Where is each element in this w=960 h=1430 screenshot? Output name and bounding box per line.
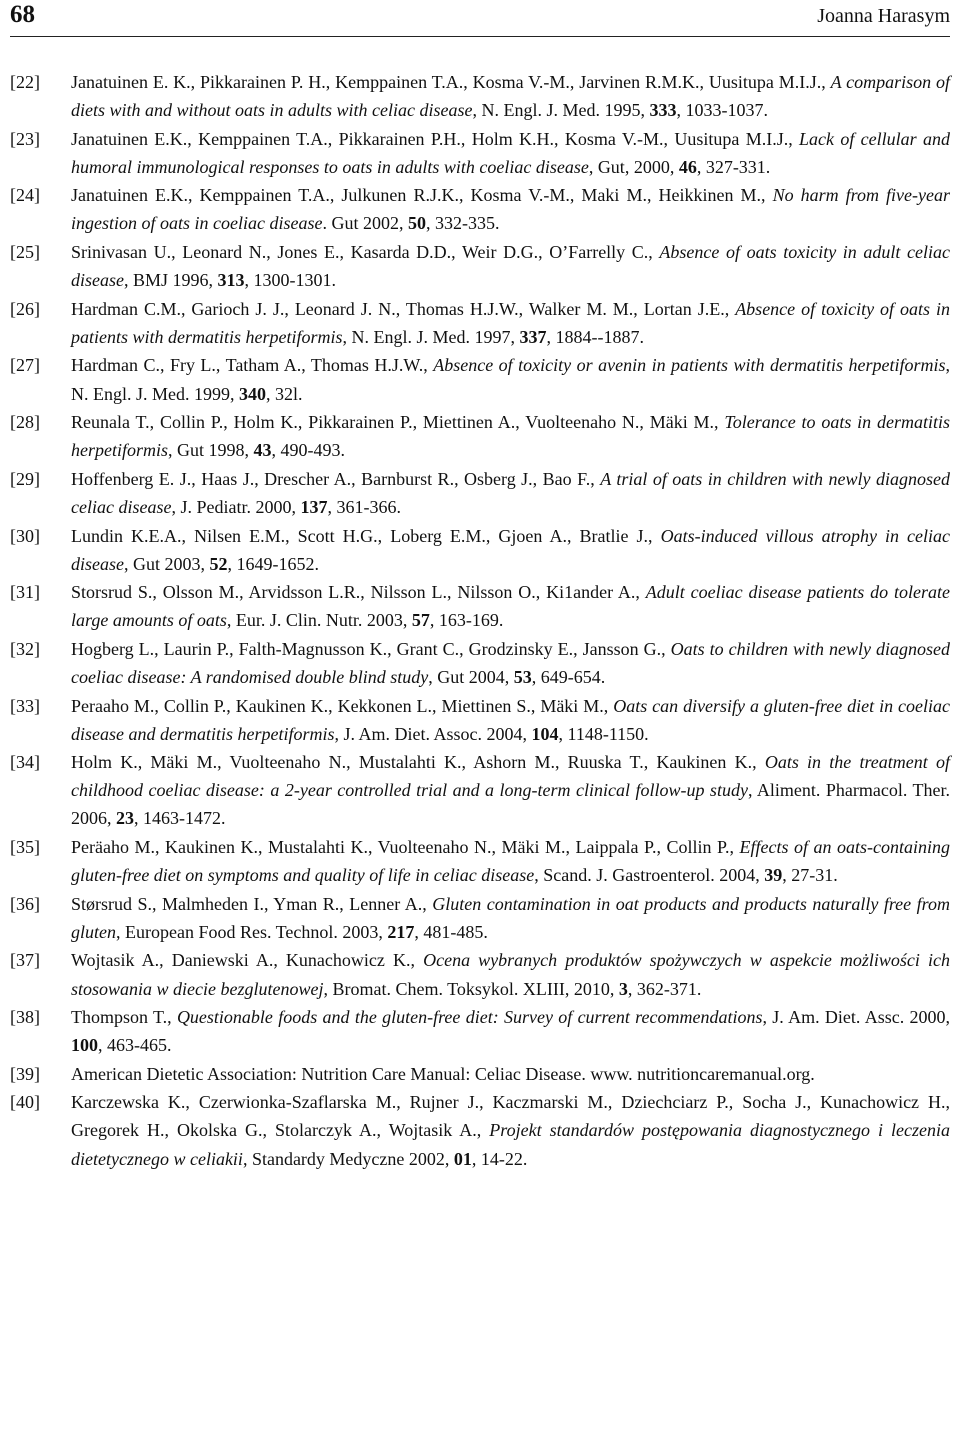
reference-volume: 57 <box>411 610 430 631</box>
reference-number: [22] <box>10 72 40 92</box>
reference-authors: Janatuinen E.K., Kemppainen T.A., Julkunen R.J.K., Kosma V.-M., Maki M., Heikkinen M., <box>71 185 773 206</box>
reference-source: , Gut 2004, <box>428 666 514 687</box>
page-number: 68 <box>10 1 35 28</box>
reference-authors: Reunala T., Collin P., Holm K., Pikkarainen P., Miettinen A., Vuolteenaho N., Mäki M., <box>71 412 725 433</box>
reference-authors: Hardman C., Fry L., Tatham A., Thomas H.J.W., <box>71 355 434 376</box>
reference-number: [26] <box>10 298 40 319</box>
reference-volume: 52 <box>209 553 228 574</box>
reference-volume: 53 <box>513 666 532 687</box>
reference-number: [35] <box>10 837 40 858</box>
reference-title: Absence of oats toxicity in adult celiac disease <box>71 242 950 291</box>
reference-item <box>10 946 950 1002</box>
reference-number: [28] <box>10 412 40 433</box>
reference-pages: , 362-371. <box>627 978 702 999</box>
reference-pages: , 163-169. <box>429 610 504 631</box>
reference-pages: , 481-485. <box>414 921 488 942</box>
reference-volume: 43 <box>253 440 272 461</box>
reference-volume: 340 <box>239 383 266 404</box>
reference-item <box>10 890 950 946</box>
reference-pages: , 32l. <box>266 383 303 404</box>
reference-authors: Hoffenberg E. J., Haas J., Drescher A., Barnburst R., Osberg J., Bao F., <box>71 468 601 489</box>
reference-volume: 137 <box>300 496 328 517</box>
reference-item <box>10 578 950 634</box>
reference-source: , J. Am. Diet. Assoc. 2004, <box>334 723 532 744</box>
reference-number: [31] <box>10 582 40 603</box>
header-rule <box>10 36 950 37</box>
running-head-author: Joanna Harasym <box>817 5 950 27</box>
reference-source: , Eur. J. Clin. Nutr. 2003, <box>226 610 412 631</box>
reference-number: [33] <box>10 695 40 716</box>
reference-title: Projekt standardów postępowania diagnostycznego i leczenia dietetycznego w celiakii <box>71 1120 950 1169</box>
reference-volume: 337 <box>519 326 547 347</box>
reference-item <box>10 68 950 124</box>
reference-number: [32] <box>10 638 40 659</box>
reference-source: , Gut 1998, <box>168 440 254 461</box>
reference-source: , N. Engl. J. Med. 1997, <box>342 326 520 347</box>
reference-source: , J. Pediatr. 2000, <box>171 496 301 517</box>
reference-item <box>10 833 950 889</box>
reference-number: [37] <box>10 950 40 971</box>
reference-pages: , 1463-1472. <box>134 808 226 829</box>
reference-item <box>10 238 950 294</box>
reference-authors: Holm K., Mäki M., Vuolteenaho N., Mustalahti K., Ashorn M., Ruuska T., Kaukinen K., <box>71 752 765 773</box>
reference-item <box>10 522 950 578</box>
reference-title: A comparison of diets with and without oats in adults with celiac disease <box>71 72 951 121</box>
reference-volume: 313 <box>217 270 245 291</box>
reference-pages: , 1148-1150. <box>558 723 649 744</box>
reference-number: [27] <box>10 355 40 376</box>
page-header <box>10 0 950 34</box>
reference-number: [40] <box>10 1092 40 1113</box>
reference-item <box>10 125 950 181</box>
reference-source: , Gut, 2000, <box>588 156 679 177</box>
reference-number: [34] <box>10 752 40 773</box>
reference-item <box>10 692 950 748</box>
reference-number: [25] <box>10 242 40 263</box>
reference-item <box>10 635 950 691</box>
reference-volume: 01 <box>453 1148 472 1169</box>
reference-pages: , 490-493. <box>271 440 345 461</box>
reference-title: Oats to children with newly diagnosed coeliac disease: A randomised double blind study <box>71 638 951 687</box>
reference-pages: , 1033-1037. <box>676 100 768 121</box>
reference-authors: Thompson T., <box>71 1007 177 1028</box>
reference-authors: Peraaho M., Collin P., Kaukinen K., Kekkonen L., Miettinen S., Mäki M., <box>71 695 614 716</box>
reference-authors: American Dietetic Association: Nutrition Care Manual: Celiac Disease. www. nutritioncaremanual.org. <box>71 1063 815 1084</box>
reference-source: , N. Engl. J. Med. 1995, <box>472 100 650 121</box>
reference-authors: Hogberg L., Laurin P., Falth-Magnusson K., Grant C., Grodzinsky E., Jansson G., <box>71 638 671 659</box>
reference-authors: Storsrud S., Olsson M., Arvidsson L.R., Nilsson L., Nilsson O., Ki1ander A., <box>71 582 646 603</box>
reference-number: [29] <box>10 468 40 489</box>
reference-title: Tolerance to oats in dermatitis herpetiformis <box>71 412 950 461</box>
reference-title: Gluten contamination in oat products and products naturally free from gluten <box>71 893 950 942</box>
reference-item <box>10 1088 950 1172</box>
reference-item <box>10 1060 950 1088</box>
reference-number: [36] <box>10 893 40 914</box>
reference-pages: , 1300-1301. <box>244 270 337 291</box>
reference-volume: 39 <box>764 865 783 886</box>
reference-list <box>10 68 950 1173</box>
reference-pages: , 27-31. <box>782 865 838 886</box>
reference-number: [24] <box>10 185 40 206</box>
reference-pages: , 14-22. <box>471 1148 528 1169</box>
reference-item <box>10 1003 950 1059</box>
reference-title: Questionable foods and the gluten-free diet: Survey of current recommendations <box>176 1007 763 1028</box>
reference-source: , Gut 2003, <box>124 553 210 574</box>
reference-pages: , 332-335. <box>425 213 500 234</box>
reference-item <box>10 748 950 832</box>
reference-source: , Bromat. Chem. Toksykol. XLIII, 2010, <box>323 978 619 999</box>
reference-source: , N. Engl. J. Med. 1999, <box>71 355 950 404</box>
reference-source: , BMJ 1996, <box>124 270 218 291</box>
reference-authors: Janatuinen E.K., Kemppainen T.A., Pikkarainen P.H., Holm K.H., Kosma V.-M., Uusitupa M.I.J., <box>71 128 800 149</box>
reference-title: Effects of an oats-containing gluten-free diet on symptoms and quality of life in celiac disease <box>71 837 950 886</box>
reference-authors: Janatuinen E. K., Pikkarainen P. H., Kemppainen T.A., Kosma V.-M., Jarvinen R.M.K., Uusitupa M.I.J., <box>71 72 831 92</box>
reference-title: Adult coeliac disease patients do tolerate large amounts of oats <box>71 582 950 631</box>
reference-item <box>10 408 950 464</box>
reference-pages: , 1884--1887. <box>546 326 645 347</box>
reference-authors: Peräaho M., Kaukinen K., Mustalahti K., Vuolteenaho N., Mäki M., Laippala P., Collin P., <box>71 837 740 858</box>
reference-title: No harm from five-year ingestion of oats in coeliac disease <box>71 185 950 234</box>
reference-title: Absence of toxicity of oats in patients with dermatitis herpetiformis <box>71 298 950 347</box>
reference-title: Oats in the treatment of childhood coeliac disease: a 2-year controlled trial and a long-term clinical follow-up study <box>71 752 950 801</box>
reference-item <box>10 351 950 407</box>
reference-item <box>10 465 950 521</box>
reference-pages: , 361-366. <box>327 496 401 517</box>
reference-source: . Gut 2002, <box>322 213 408 234</box>
reference-volume: 333 <box>649 100 677 121</box>
reference-pages: , 649-654. <box>531 666 606 687</box>
reference-volume: 100 <box>71 1035 98 1056</box>
reference-source: , Standardy Medyczne 2002, <box>242 1148 454 1169</box>
reference-title: Ocena wybranych produktów spożywczych w aspekcie możliwości ich stosowania w diecie bezglutenowej <box>71 950 951 999</box>
reference-volume: 23 <box>116 808 134 829</box>
reference-source: , Aliment. Pharmacol. Ther. 2006, <box>71 780 950 829</box>
reference-source: , Scand. J. Gastroenterol. 2004, <box>534 865 765 886</box>
reference-pages: , 327-331. <box>696 156 771 177</box>
reference-number: [23] <box>10 128 40 149</box>
reference-authors: Hardman C.M., Garioch J. J., Leonard J. N., Thomas H.J.W., Walker M. M., Lortan J.E., <box>71 298 736 319</box>
reference-title: Absence of toxicity or avenin in patients with dermatitis herpetiformis <box>433 355 946 376</box>
reference-title: Oats-induced villous atrophy in celiac disease <box>71 525 950 574</box>
reference-title: Oats can diversify a gluten-free diet in coeliac disease and dermatitis herpetiformis <box>71 695 950 744</box>
reference-title: Lack of cellular and humoral immunological responses to oats in adults with coeliac disease <box>71 128 950 177</box>
reference-source: , European Food Res. Technol. 2003, <box>116 921 388 942</box>
reference-volume: 46 <box>678 156 697 177</box>
reference-authors: Srinivasan U., Leonard N., Jones E., Kasarda D.D., Weir D.G., O’Farrelly C., <box>71 242 660 263</box>
reference-authors: Karczewska K., Czerwionka-Szaflarska M., Rujner J., Kaczmarski M., Dziechciarz P., Socha J., Kunachowicz H., Gregorek H., Okolska G., Stolarczyk A., Wojtasik A., <box>71 1092 950 1141</box>
reference-authors: Wojtasik A., Daniewski A., Kunachowicz K., <box>71 950 424 971</box>
reference-pages: , 463-465. <box>98 1035 172 1056</box>
reference-title: A trial of oats in children with newly diagnosed celiac disease <box>71 468 950 517</box>
reference-volume: 3 <box>618 978 628 999</box>
reference-authors: Lundin K.E.A., Nilsen E.M., Scott H.G., Loberg E.M., Gjoen A., Bratlie J., <box>71 525 661 546</box>
reference-item <box>10 181 950 237</box>
reference-volume: 50 <box>407 213 426 234</box>
reference-item <box>10 295 950 351</box>
reference-number: [38] <box>10 1007 40 1028</box>
reference-authors: Størsrud S., Malmheden I., Yman R., Lenner A., <box>71 893 433 914</box>
reference-number: [39] <box>10 1063 40 1084</box>
reference-volume: 217 <box>387 921 415 942</box>
reference-number: [30] <box>10 525 40 546</box>
reference-volume: 104 <box>531 723 559 744</box>
reference-pages: , 1649-1652. <box>227 553 319 574</box>
reference-source: , J. Am. Diet. Assc. 2000, <box>762 1007 950 1028</box>
